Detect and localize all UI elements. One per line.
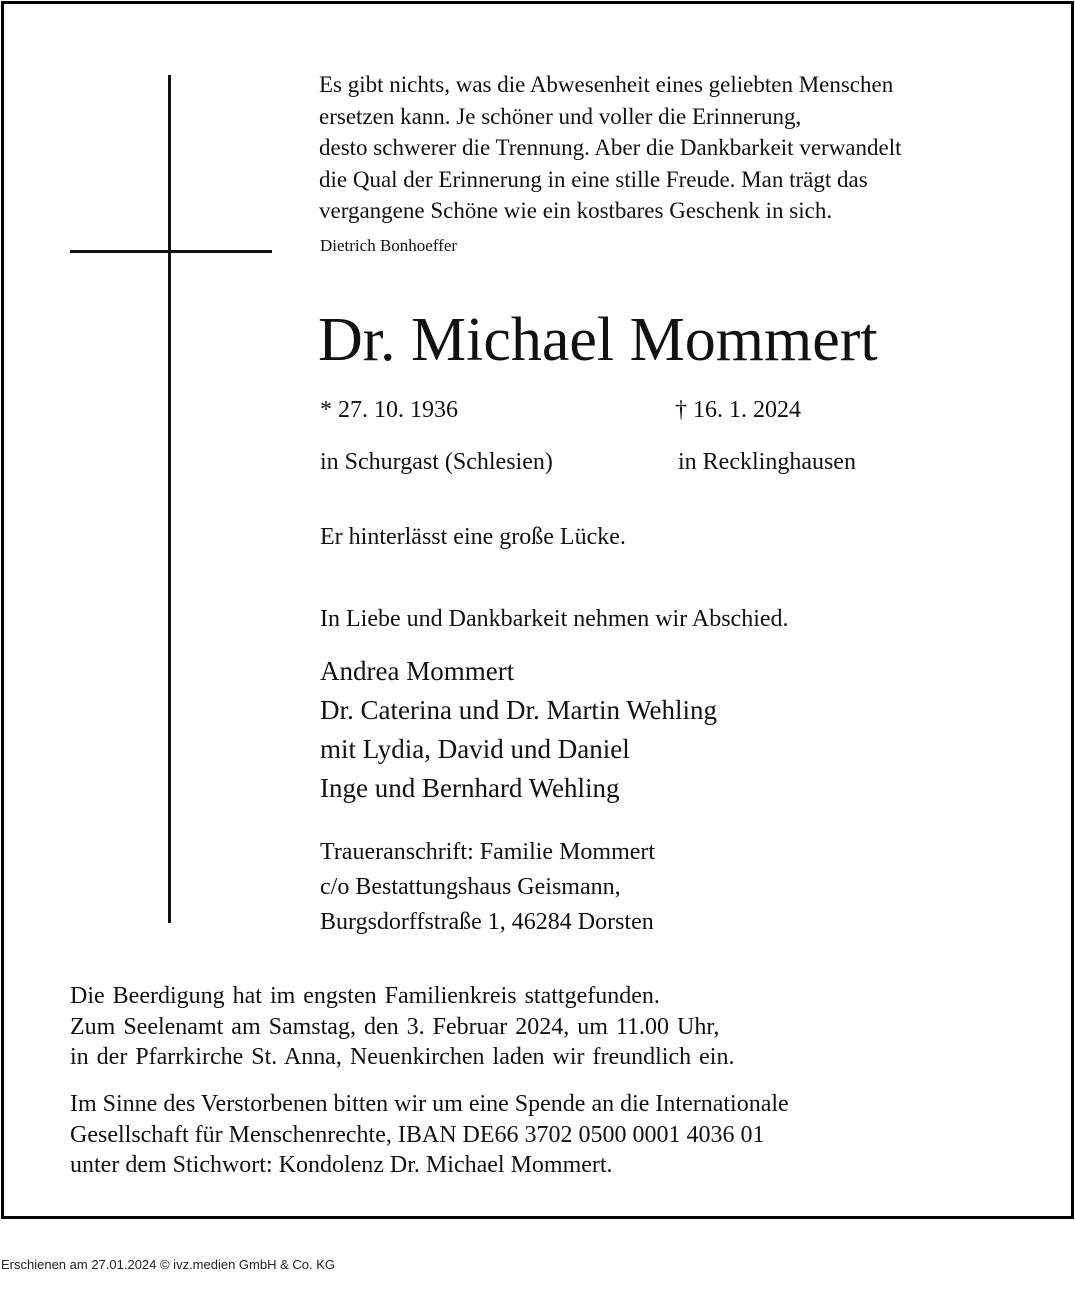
farewell-text: In Liebe und Dankbarkeit nehmen wir Abschied.: [320, 606, 789, 632]
mourner-name: mit Lydia, David und Daniel: [320, 734, 630, 764]
cross-icon-horizontal: [70, 250, 272, 253]
funeral-line: Die Beerdigung hat im engsten Familienkreis stattgefunden.: [70, 983, 660, 1009]
donation-notice: [70, 1089, 789, 1181]
quote-line: ersetzen kann. Je schöner und voller die Erinnerung,: [319, 103, 802, 129]
publication-footer: Erschienen am 27.01.2024 © ivz.medien GmbH & Co. KG: [1, 1257, 336, 1272]
quote-line: vergangene Schöne wie ein kostbares Geschenk in sich.: [319, 198, 833, 223]
donation-line: Gesellschaft für Menschenrechte, IBAN DE66 3702 0500 0001 4036 01: [70, 1121, 765, 1148]
mourners-list: [320, 652, 717, 808]
birth-date: * 27. 10. 1936: [320, 397, 458, 423]
deceased-name: Dr. Michael Mommert: [318, 306, 878, 374]
condolence-address: [320, 835, 655, 940]
quote-line: desto schwerer die Trennung. Aber die Dankbarkeit verwandelt: [319, 135, 902, 160]
funeral-line: in der Pfarrkirche St. Anna, Neuenkirchen laden wir freundlich ein.: [70, 1044, 735, 1070]
quote-line: die Qual der Erinnerung in eine stille Freude. Man trägt das: [319, 166, 868, 192]
address-line: Traueranschrift: Familie Mommert: [320, 839, 656, 865]
address-line: Burgsdorffstraße 1, 46284 Dorsten: [320, 909, 654, 935]
mourner-name: Andrea Mommert: [320, 656, 515, 686]
funeral-notice: [70, 981, 734, 1073]
statement-text: Er hinterlässt eine große Lücke.: [320, 524, 626, 550]
mourner-name: Inge und Bernhard Wehling: [320, 773, 620, 803]
donation-line: Im Sinne des Verstorbenen bitten wir um eine Spende an die Internationale: [70, 1091, 789, 1117]
death-date: † 16. 1. 2024: [675, 397, 801, 423]
quote-line: Es gibt nichts, was die Abwesenheit eines geliebten Menschen: [319, 72, 894, 97]
quote-block: [319, 69, 902, 227]
death-place: in Recklinghausen: [678, 449, 856, 475]
mourner-name: Dr. Caterina und Dr. Martin Wehling: [320, 695, 718, 725]
address-line: c/o Bestattungshaus Geismann,: [320, 874, 621, 900]
donation-line: unter dem Stichwort: Kondolenz Dr. Michael Mommert.: [70, 1152, 613, 1178]
cross-icon-vertical: [168, 75, 171, 923]
quote-author: Dietrich Bonhoeffer: [320, 236, 458, 255]
funeral-line: Zum Seelenamt am Samstag, den 3. Februar 2024, um 11.00 Uhr,: [70, 1013, 720, 1040]
birth-place: in Schurgast (Schlesien): [320, 449, 553, 475]
